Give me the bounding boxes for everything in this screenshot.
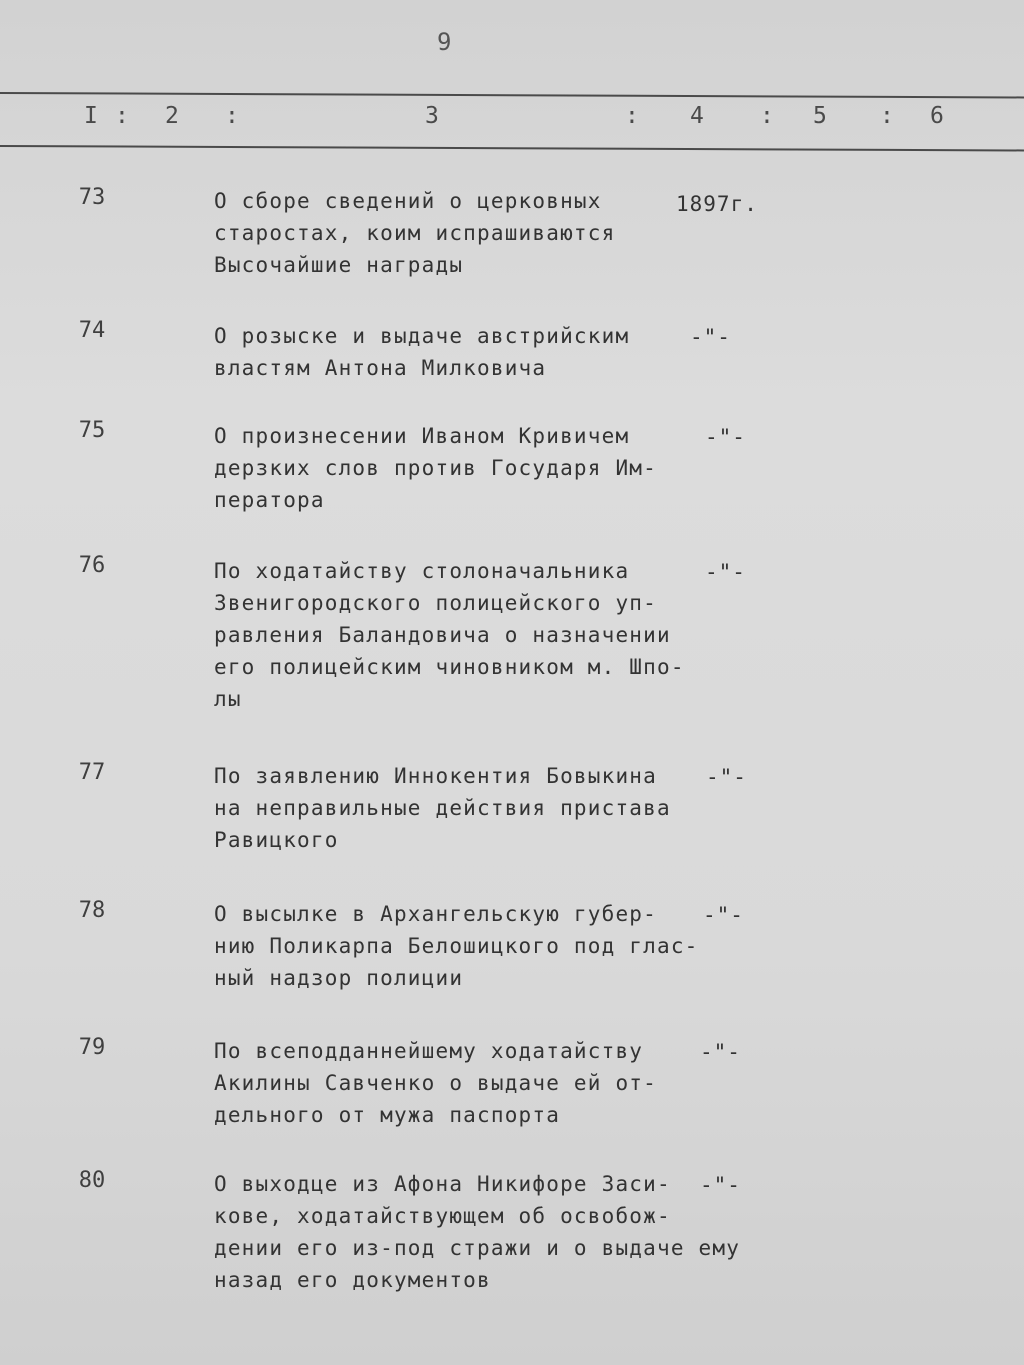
entry-date: -"- (703, 903, 744, 927)
entry-number: 75 (78, 418, 106, 443)
page-number: 9 (437, 28, 452, 56)
entry-date: -"- (700, 1040, 741, 1064)
entry-number: 74 (78, 318, 106, 343)
entry-title: О розыске и выдаче австрийским властям Антона Милковича (214, 324, 630, 380)
entry-number: 77 (78, 760, 106, 785)
entry-number: 78 (78, 898, 106, 923)
entry-date: 1897г. (676, 192, 758, 216)
column-header-5: 5 (813, 103, 827, 129)
column-separator: : (625, 103, 639, 129)
column-separator: : (880, 103, 894, 129)
column-separator: : (115, 103, 129, 129)
entry-date: -"- (700, 1173, 741, 1197)
entry-date: -"- (705, 425, 746, 449)
column-separator: : (225, 103, 239, 129)
column-header-4: 4 (690, 103, 704, 129)
entry-title: О сборе сведений о церковных старостах, коим испрашиваются Высочайшие награды (214, 189, 616, 277)
header-bottom-rule (0, 145, 1024, 151)
entry-title: О высылке в Архангельскую губер- нию Поликарпа Белошицкого под глас- ный надзор полиции (214, 902, 699, 990)
column-header-3: 3 (425, 103, 439, 129)
entry-title: О выходце из Афона Никифоре Заси- кове, ходатайствующем об освобож- дении его из-под стражи и о выдаче ему назад его документов (214, 1172, 741, 1292)
column-header-1: I (84, 103, 98, 129)
entry-number: 79 (78, 1035, 106, 1060)
entry-title: По ходатайству столоначальника Звенигородского полицейского уп- равления Баландовича о назначении его полицейским чиновником м. Шпо- лы (214, 559, 685, 711)
entry-date: -"- (705, 560, 746, 584)
entry-title: О произнесении Иваном Кривичем дерзких слов против Государя Им- ператора (214, 424, 657, 512)
column-header-6: 6 (930, 103, 944, 129)
entry-number: 73 (78, 185, 106, 210)
column-separator: : (760, 103, 774, 129)
column-header-2: 2 (165, 103, 179, 129)
entry-title: По заявлению Иннокентия Бовыкина на неправильные действия пристава Равицкого (214, 764, 671, 852)
header-top-rule (0, 92, 1024, 98)
entry-date: -"- (706, 765, 747, 789)
entry-number: 76 (78, 553, 106, 578)
entry-number: 80 (78, 1168, 106, 1193)
entry-date: -"- (690, 325, 731, 349)
entry-title: По всеподданнейшему ходатайству Акилины Савченко о выдаче ей от- дельного от мужа паспорта (214, 1039, 657, 1127)
